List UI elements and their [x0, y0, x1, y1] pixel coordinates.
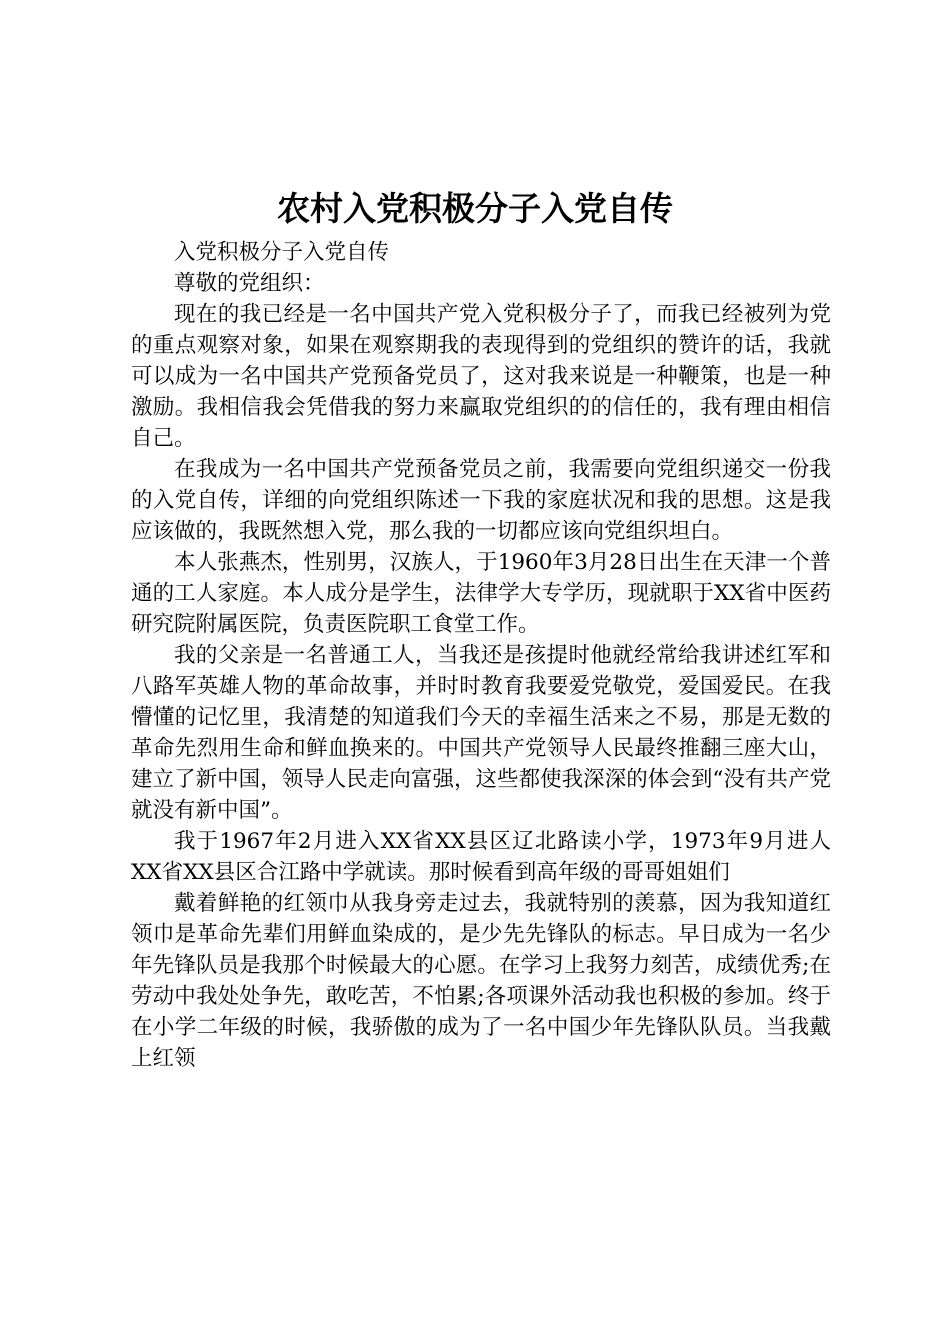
paragraph-salutation: 尊敬的党组织：	[174, 271, 325, 296]
paragraph: 本人张燕杰，性别男，汉族人，于1960年3月28日出生在天津一个普通的工人家庭。本人成分是学生，法律学大专学历，现就职于XX省中医药研究院附属医院，负责医院职工食堂工作。	[131, 550, 831, 637]
paragraph: 在我成为一名中国共产党预备党员之前，我需要向党组织递交一份我的入党自传，详细的向党组织陈述一下我的家庭状况和我的思想。这是我应该做的，我既然想入党，那么我的一切都应该向党组织坦白。	[131, 457, 831, 544]
document-title: 农村入党积极分子入党自传	[277, 189, 673, 228]
paragraph: 我于1967年2月进入XX省XX县区辽北路读小学，1973年9月进人XX省XX县区合江路中学就读。那时候看到高年级的哥哥姐姐们	[131, 829, 831, 885]
document-body	[131, 237, 831, 1074]
paragraph: 现在的我已经是一名中国共产党入党积极分子了，而我已经被列为党的重点观察对象，如果在观察期我的表现得到的党组织的赞许的话，我就可以成为一名中国共产党预备党员了，这对我来说是一种鞭策，也是一种激励。我相信我会凭借我的努力来赢取党组织的的信任的，我有理由相信自己。	[131, 302, 831, 451]
paragraph-subtitle: 入党积极分子入党自传	[174, 240, 390, 265]
paragraph: 我的父亲是一名普通工人，当我还是孩提时他就经常给我讲述红军和八路军英雄人物的革命故事，并时时教育我要爱党敬党，爱国爱民。在我懵懂的记忆里，我清楚的知道我们今天的幸福生活来之不易，那是无数的革命先烈用生命和鲜血换来的。中国共产党领导人民最终推翻三座大山，建立了新中国，领导人民走向富强，这些都使我深深的体会到“没有共产党就没有新中国”。	[131, 643, 831, 823]
paragraph: 戴着鲜艳的红领巾从我身旁走过去，我就特别的羡慕，因为我知道红领巾是革命先辈们用鲜血染成的，是少先先锋队的标志。早日成为一名少年先锋队员是我那个时候最大的心愿。在学习上我努力刻苦，成绩优秀;在劳动中我处处争先，敢吃苦，不怕累;各项课外活动我也积极的参加。终于在小学二年级的时候，我骄傲的成为了一名中国少年先锋队队员。当我戴上红领	[131, 891, 831, 1071]
